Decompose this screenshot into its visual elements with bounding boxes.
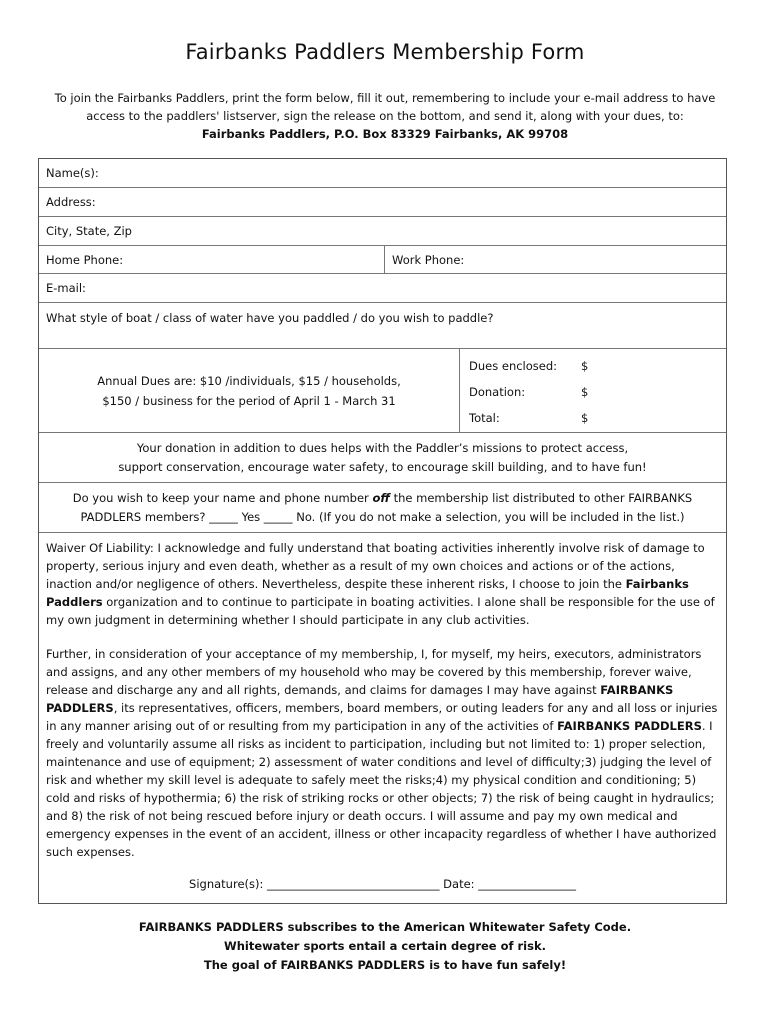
signature-date-line[interactable]: Signature(s): ______________________________ Date: _________________ <box>189 877 576 891</box>
donation-note <box>39 433 726 483</box>
boat-style-field[interactable]: What style of boat / class of water have you paddled / do you wish to paddle? <box>39 303 726 349</box>
waiver-paragraph-2: Further, in consideration of your acceptance of my membership, I, for myself, my heirs, executors, administrators and assigns, and any other members of my household who may be covered by this membership, forever waive, release and discharge any and all rights, demands, and claims for damages I may have against FAIRBANKS PADDLERS, its representatives, officers, members, board members, or outing leaders for any and all loss or injuries in any manner arising out of or resulting from my participation in any of the activities of FAIRBANKS PADDLERS. I freely and voluntarily assume all risks as incident to participation, including but not limited to: 1) proper selection, maintenance and use of equipment; 2) assessment of water conditions and level of difficulty;3) judging the level of risk and whether my skill level is adequate to safely meet the risks;4) my physical condition and conditioning; 5) cold and risks of hypothermia; 6) the risk of striking rocks or other objects; 7) the risk of being caught in hydraulics; and 8) the risk of not being rescued before injury or death occurs. I will assume and pay my own medical and emergency expenses in the event of an accident, illness or other incapacity regardless of whether I have authorized such expenses. <box>46 647 718 859</box>
dues-amounts <box>460 349 726 432</box>
waiver-of-liability <box>39 533 726 903</box>
page-title: Fairbanks Paddlers Membership Form <box>185 40 585 64</box>
email-field[interactable]: E-mail: <box>39 274 726 303</box>
home-phone-field[interactable]: Home Phone: <box>39 246 385 273</box>
dues-description <box>39 349 460 432</box>
address-field[interactable]: Address: <box>39 188 726 217</box>
dues-row <box>39 349 726 433</box>
mailing-address: Fairbanks Paddlers, P.O. Box 83329 Fairbanks, AK 99708 <box>201 127 569 141</box>
phone-row <box>39 246 726 274</box>
total-field[interactable]: Total: $ <box>469 411 589 425</box>
names-field[interactable]: Name(s): <box>39 159 726 188</box>
footer-line-1: FAIRBANKS PADDLERS subscribes to the American Whitewater Safety Code. <box>138 920 632 934</box>
dues-description-line1: Annual Dues are: $10 /individuals, $15 / households, <box>97 373 401 388</box>
intro-text <box>38 89 732 143</box>
intro-instructions: To join the Fairbanks Paddlers, print the form below, fill it out, remembering to include your e-mail address to have access to the paddlers' listserver, sign the release on the bottom, and send it, along with your dues, to: <box>54 91 716 123</box>
donation-field[interactable]: Donation: $ <box>469 385 589 399</box>
form-table <box>38 158 727 904</box>
dues-description-line2: $150 / business for the period of April 1 - March 31 <box>102 393 396 408</box>
footer-line-2: Whitewater sports entail a certain degree of risk. <box>224 939 546 953</box>
city-state-zip-field[interactable]: City, State, Zip <box>39 217 726 246</box>
donation-note-line2: support conservation, encourage water safety, to encourage skill building, and to have fun! <box>118 460 647 474</box>
dues-enclosed-field[interactable]: Dues enclosed: $ <box>469 359 589 373</box>
safety-footer <box>0 918 770 975</box>
list-optout-question[interactable]: Do you wish to keep your name and phone number off the membership list distributed to other FAIRBANKS PADDLERS members? _____ Yes _____ No. (If you do not make a selection, you will be included in the list.) <box>39 483 726 533</box>
waiver-paragraph-1: Waiver Of Liability: I acknowledge and fully understand that boating activities inherently involve risk of damage to property, serious injury and even death, whether as a result of my own choices and actions or of the actions, inaction and/or negligence of others. Nevertheless, despite these inherent risks, I choose to join the Fairbanks Paddlers organization and to continue to participate in boating activities. I alone shall be responsible for the use of my own judgment in determining whether I should participate in any club activities. <box>46 541 715 627</box>
work-phone-field[interactable]: Work Phone: <box>392 253 465 267</box>
optout-emphasis: off <box>372 491 390 505</box>
footer-line-3: The goal of FAIRBANKS PADDLERS is to have fun safely! <box>203 958 567 972</box>
donation-note-line1: Your donation in addition to dues helps with the Paddler’s missions to protect access, <box>136 441 629 455</box>
